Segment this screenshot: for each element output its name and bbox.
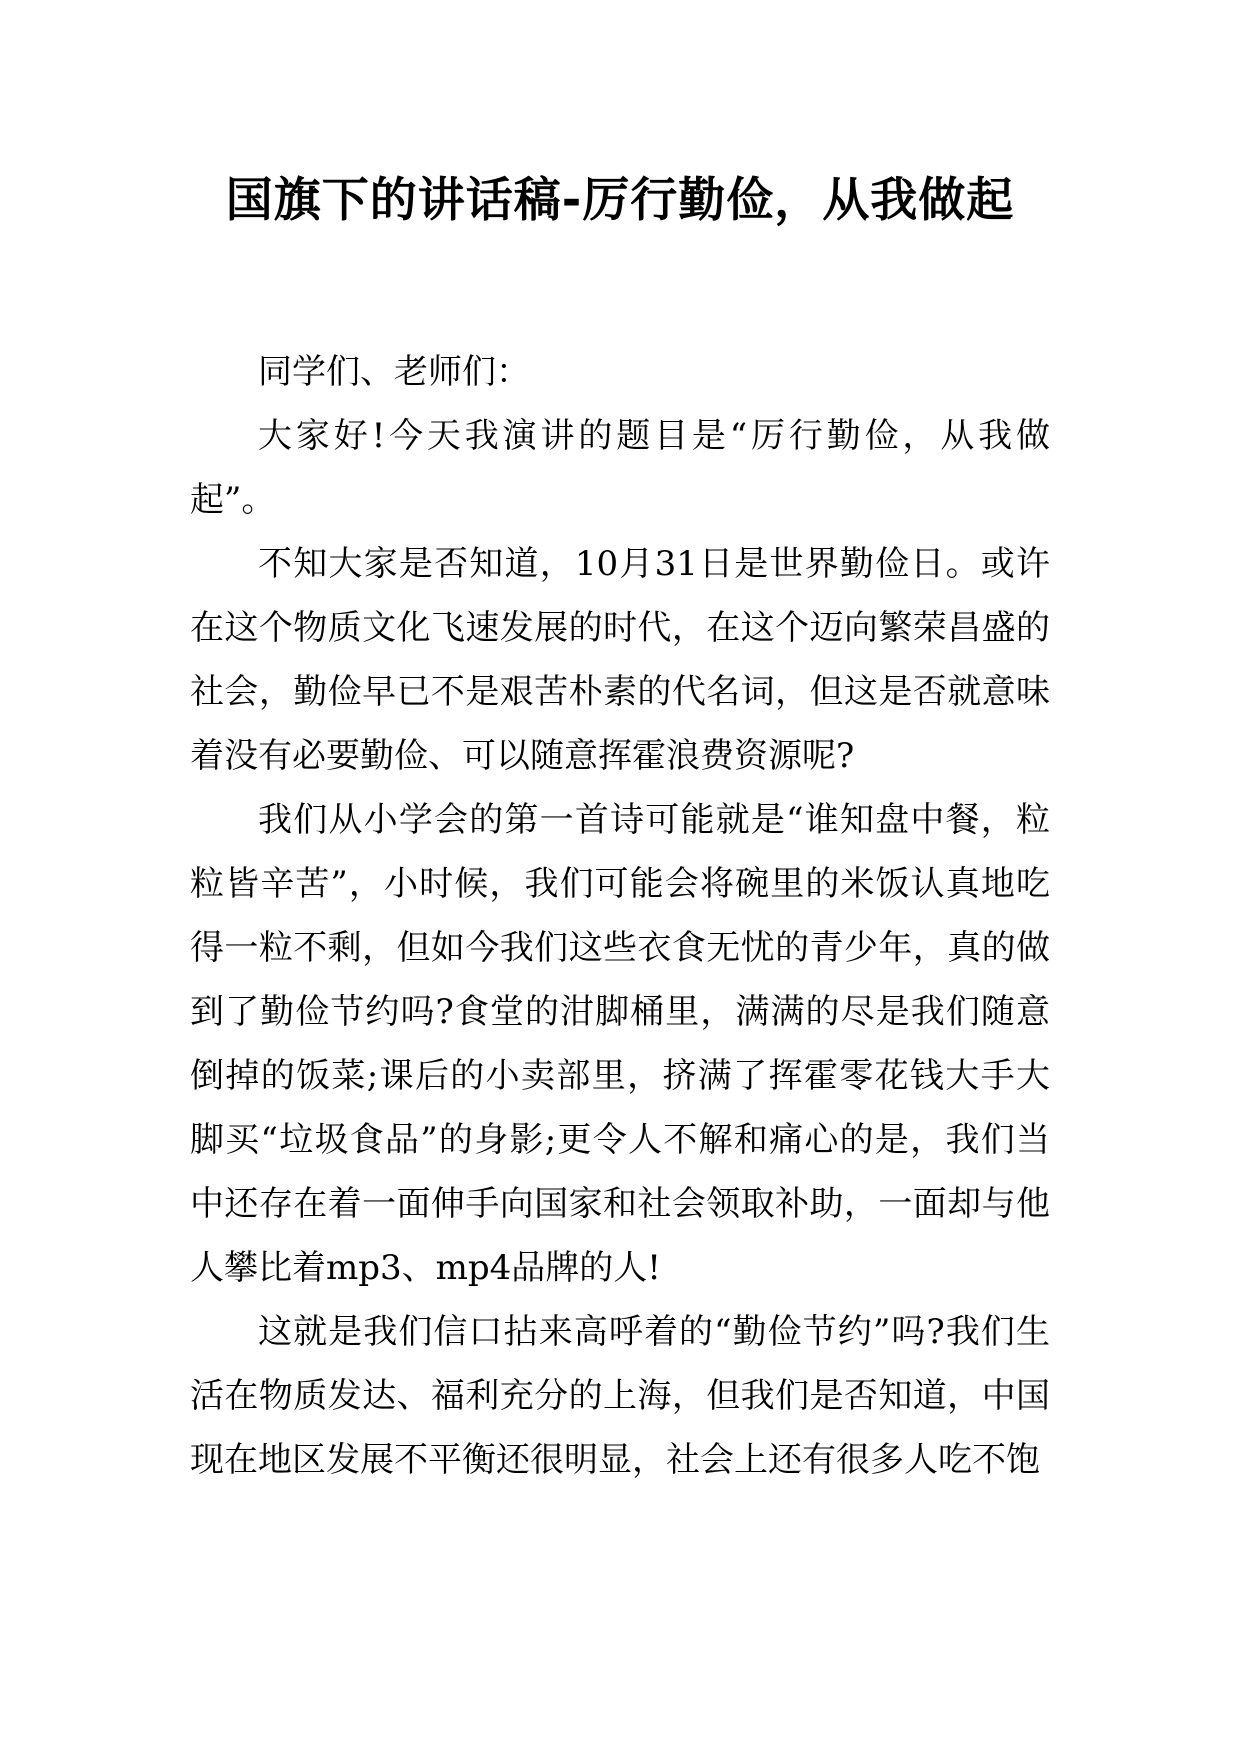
document-title: 国旗下的讲话稿-厉行勤俭，从我做起	[225, 173, 1015, 228]
body-paragraph: 我们从小学会的第一首诗可能就是“谁知盘中餐，粒粒皆辛苦”，小时候，我们可能会将碗里的米饭认真地吃得一粒不剩，但如今我们这些衣食无忧的青少年，真的做到了勤俭节约吗?食堂的泔脚桶里，满满的尽是我们随意倒掉的饭菜;课后的小卖部里，挤满了挥霍零花钱大手大脚买“垃圾食品”的身影;更令人不解和痛心的是，我们当中还存在着一面伸手向国家和社会领取补助，一面却与他人攀比着mp3、mp4品牌的人!	[190, 800, 1050, 1288]
intro-paragraph: 大家好!今天我演讲的题目是“厉行勤俭，从我做起”。	[190, 416, 1050, 520]
greeting-paragraph: 同学们、老师们：	[258, 352, 530, 392]
document-body	[190, 340, 1050, 1492]
body-paragraph: 不知大家是否知道，10月31日是世界勤俭日。或许在这个物质文化飞速发展的时代，在这个迈向繁荣昌盛的社会，勤俭早已不是艰苦朴素的代名词，但这是否就意味着没有必要勤俭、可以随意挥霍浪费资源呢?	[190, 544, 1050, 776]
body-paragraph: 这就是我们信口拈来高呼着的“勤俭节约”吗?我们生活在物质发达、福利充分的上海，但我们是否知道，中国现在地区发展不平衡还很明显，社会上还有很多人吃不饱	[190, 1312, 1050, 1480]
